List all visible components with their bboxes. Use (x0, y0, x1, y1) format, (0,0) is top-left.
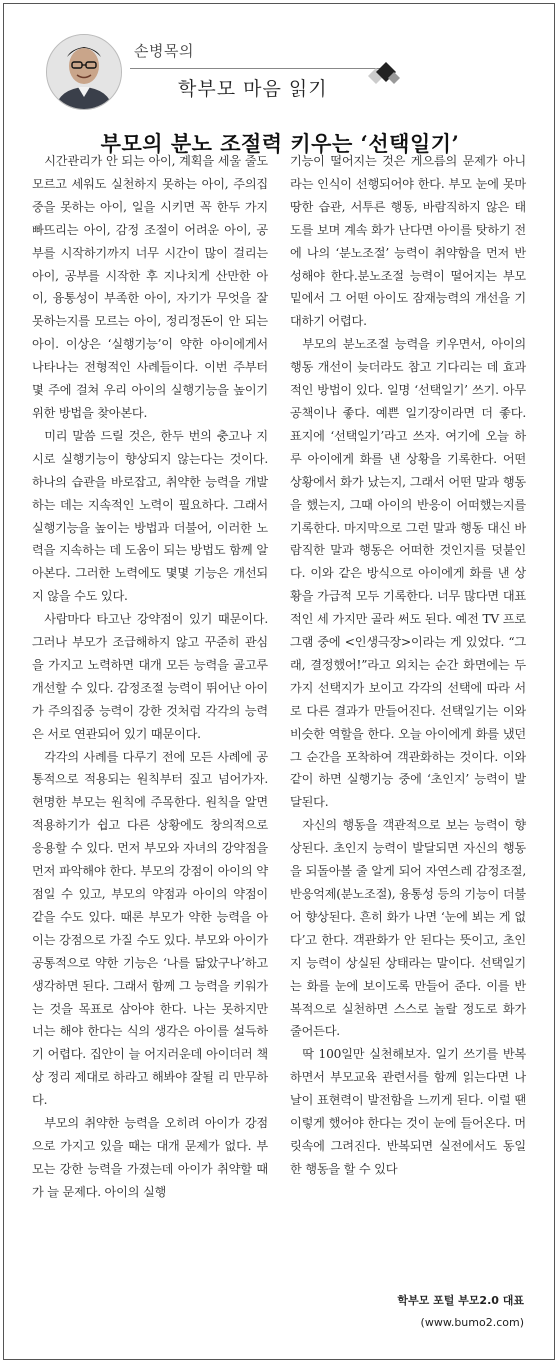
paragraph: 부모의 취약한 능력을 오히려 아이가 강점으로 가지고 있을 때는 대개 문제가 없다. 부모는 강한 능력을 가졌는데 아이가 취약할 때가 늘 문제다. 아이의 실행 (32, 1116, 268, 1199)
right-column (290, 150, 526, 1181)
byline-org: 학부모 포털 부모2.0 대표 (397, 1294, 524, 1307)
author-photo-icon (47, 35, 121, 109)
byline (397, 1290, 524, 1334)
paragraph: 자신의 행동을 객관적으로 보는 능력이 향상된다. 초인지 능력이 발달되면 자신의 행동을 되돌아볼 줄 알게 되어 자연스레 감정조절, 반응억제(분노조절), 융통성 등의 기능이 더불어 향상된다. 흔히 화가 나면 ‘눈에 뵈는 게 없다’고 한다. 객관화가 안 된다는 뜻이고, 초인지 능력이 상실된 상태라는 말이다. 선택일기는 화를 눈에 보이도록 만들어 준다. 이를 반복적으로 실천하면 스스로 놀랄 정도로 화가 줄어든다. (290, 818, 526, 1039)
paragraph: 기능이 떨어지는 것은 게으름의 문제가 아니라는 인식이 선행되어야 한다. 부모 눈에 못마땅한 습관, 서투른 행동, 바람직하지 않은 태도를 보며 계속 화가 난다면 아이를 탓하기 전에 나의 ‘분노조절’ 능력이 취약함을 먼저 반성해야 한다.분노조절 능력이 떨어지는 부모 밑에서 그 어떤 아이도 잠재능력의 개선을 기대하기 어렵다. (290, 154, 526, 329)
byline-url: (www.bumo2.com) (420, 1316, 524, 1329)
paragraph: 각각의 사례를 다루기 전에 모든 사례에 공통적으로 적용되는 원칙부터 짚고 넘어가자. 현명한 부모는 원칙에 주목한다. 원칙을 알면 적용하기가 쉽고 다른 상황에도 창의적으로 응용할 수 있다. 먼저 부모와 자녀의 강약점을 먼저 파악해야 한다. 부모의 강점이 아이의 약점일 수 있고, 부모의 약점과 아이의 약점이 같을 수도 있다. 때론 부모가 약한 능력을 아이는 강점으로 가질 수도 있다. 부모와 아이가 공통적으로 약한 기능은 ‘나를 닮았구나’하고 생각하면 된다. 그래서 함께 그 능력을 키워가는 것을 목표로 삼아야 한다. 나는 못하지만 너는 해야 한다는 식의 생각은 아이를 설득하기 어렵다. 집안이 늘 어지러운데 아이더러 책상 정리 제대로 하라고 해봐야 잘될 리 만무하다. (32, 749, 268, 1108)
paragraph: 시간관리가 안 되는 아이, 계획을 세울 줄도 모르고 세워도 실천하지 못하는 아이, 주의집중을 못하는 아이, 일을 시키면 꼭 한두 가지 빠뜨리는 아이, 감정 조절이 어려운 아이, 공부를 시작하기까지 너무 시간이 많이 걸리는 아이, 공부를 시작한 후 지나치게 산만한 아이, 융통성이 부족한 아이, 자기가 무엇을 잘못하는지를 모르는 아이, 정리정돈이 안 되는 아이. 이상은 ‘실행기능’이 약한 아이에게서 나타나는 전형적인 사례들이다. 이번 주부터 몇 주에 걸쳐 우리 아이의 실행기능을 높이기 위한 방법을 찾아본다. (32, 154, 268, 420)
left-column (32, 150, 268, 1204)
diamond-ornament-icon (366, 60, 406, 90)
paragraph: 사람마다 타고난 강약점이 있기 때문이다. 그러나 부모가 조급해하지 않고 꾸준히 관심을 가지고 노력하면 대개 모든 능력을 골고루 개선할 수 있다. 감정조절 능력이 뛰어난 아이가 주의집중 능력이 강한 것처럼 각각의 능력은 서로 연관되어 있기 때문이다. (32, 612, 268, 741)
series-title: 학부모 마음 읽기 (178, 78, 328, 100)
paragraph: 부모의 분노조절 능력을 키우면서, 아이의 행동 개선이 늦더라도 참고 기다리는 데 효과적인 방법이 있다. 일명 ‘선택일기’ 쓰기. 아무 공책이나 좋다. 예쁜 일기장이라면 더 좋다. 표지에 ‘선택일기’라고 쓰자. 여기에 오늘 하루 아이에게 화를 낸 상황을 기록한다. 어떤 상황에서 화가 났는지, 그래서 어떤 말과 행동을 했는지, 그때 아이의 반응이 어떠했는지를 기록한다. 마지막으로 그런 말과 행동 대신 바람직한 말과 행동은 어떠한 것인지를 덧붙인다. 이와 같은 방식으로 아이에게 화를 낸 상황을 가급적 모두 기록한다. 너무 많다면 대표적인 세 가지만 골라 써도 된다. 예전 TV 프로그램 중에 <인생극장>이라는 게 있었다. “그래, 결정했어!”라고 외치는 순간 화면에는 두 가지 선택지가 보이고 각각의 선택에 따라 서로 다른 결과가 만들어진다. 선택일기는 이와 비슷한 역할을 한다. 오늘 아이에게 화를 냈던 그 순간을 포착하여 객관화하는 것이다. 이와 같이 하면 실행기능 중에 ‘초인지’ 능력이 발달된다. (290, 337, 526, 810)
series-author: 손병목의 (134, 42, 194, 60)
article-headline: 부모의 분노 조절력 키우는 ‘선택일기’ (100, 131, 460, 156)
paragraph: 딱 100일만 실천해보자. 일기 쓰기를 반복하면서 부모교육 관련서를 함께 읽는다면 나날이 표현력이 발전함을 느끼게 된다. 이럴 땐 이렇게 했어야 한다는 것이 눈에 들어온다. 머릿속에 그려진다. 반복되면 실전에서도 동일한 행동을 할 수 있다 (290, 1047, 526, 1176)
paragraph: 미리 말씀 드릴 것은, 한두 번의 충고나 지시로 실행기능이 향상되지 않는다는 것이다. 하나의 습관을 바로잡고, 취약한 능력을 개발하는 데는 지속적인 노력이 필요하다. 그래서 실행기능을 높이는 방법과 더불어, 이러한 노력을 지속하는 데 도움이 되는 방법도 함께 알아본다. 그러한 노력에도 몇몇 기능은 개선되지 않을 수도 있다. (32, 428, 268, 604)
series-divider (130, 68, 390, 69)
author-portrait (46, 34, 122, 110)
